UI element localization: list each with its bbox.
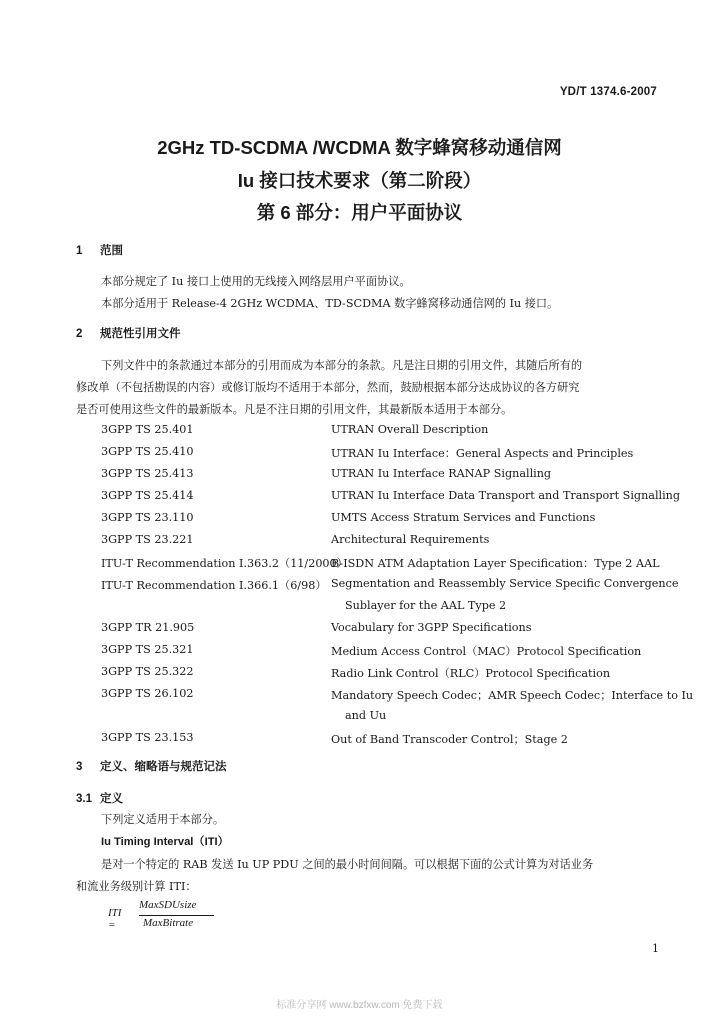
reference-title: Vocabulary for 3GPP Specifications: [331, 621, 532, 634]
section-number: 3.1: [76, 793, 92, 805]
document-title-line-1: 2GHz TD-SCDMA /WCDMA 数字蜂窝移动通信网: [157, 137, 562, 158]
reference-id: ITU-T Recommendation I.363.2（11/2000）: [101, 557, 348, 570]
section-number: 3: [76, 761, 83, 773]
paragraph: 下列文件中的条款通过本部分的引用而成为本部分的条款。凡是注日期的引用文件，其随后所有的: [101, 359, 583, 372]
reference-title: Architectural Requirements: [331, 533, 490, 546]
paragraph: 下列定义适用于本部分。: [101, 813, 225, 826]
reference-id: 3GPP TS 23.110: [101, 511, 194, 524]
reference-id: 3GPP TS 23.153: [101, 731, 194, 744]
paragraph: 是对一个特定的 RAB 发送 Iu UP PDU 之间的最小时间间隔。可以根据下面的公式计算为对话业务: [101, 858, 594, 871]
section-number: 2: [76, 328, 83, 340]
reference-title-continuation: Sublayer for the AAL Type 2: [345, 599, 507, 612]
fraction-bar: [139, 915, 214, 916]
formula-numerator: MaxSDUsize: [139, 899, 197, 911]
reference-title: UTRAN Overall Description: [331, 423, 489, 436]
reference-id: ITU-T Recommendation I.366.1（6/98）: [101, 579, 327, 592]
paragraph: 修改单（不包括勘误的内容）或修订版均不适用于本部分，然而，鼓励根据本部分达成协议的各方研究: [76, 381, 580, 394]
section-title: 范围: [100, 245, 123, 257]
document-title-line-3: 第 6 部分：用户平面协议: [256, 202, 463, 223]
formula-lhs: ITI =: [108, 907, 122, 931]
reference-title: B-ISDN ATM Adaptation Layer Specification：Type 2 AAL: [331, 557, 660, 570]
standard-number: YD/T 1374.6-2007: [559, 86, 657, 98]
definition-term: Iu Timing Interval（ITI）: [101, 836, 229, 848]
document-title-line-2: Iu 接口技术要求（第二阶段）: [237, 170, 482, 191]
reference-id: 3GPP TS 25.413: [101, 467, 194, 480]
paragraph: 是否可使用这些文件的最新版本。凡是不注日期的引用文件，其最新版本适用于本部分。: [76, 403, 513, 416]
section-title: 规范性引用文件: [100, 328, 181, 340]
paragraph: 本部分适用于 Release-4 2GHz WCDMA、TD-SCDMA 数字蜂窝移动通信网的 Iu 接口。: [101, 297, 559, 310]
section-number: 1: [76, 245, 83, 257]
section-1-heading: [76, 242, 123, 258]
reference-title-continuation: and Uu: [345, 709, 387, 722]
reference-id: 3GPP TS 25.321: [101, 643, 194, 656]
reference-title: Medium Access Control（MAC）Protocol Specification: [331, 645, 642, 658]
section-3-heading: [76, 758, 227, 774]
reference-id: 3GPP TS 23.221: [101, 533, 194, 546]
section-3-1-heading: [76, 790, 123, 806]
reference-id: 3GPP TS 25.401: [101, 423, 194, 436]
section-title: 定义、缩略语与规范记法: [100, 761, 227, 773]
section-2-heading: [76, 325, 181, 341]
reference-title: Radio Link Control（RLC）Protocol Specification: [331, 667, 611, 680]
paragraph: 和流业务级别计算 ITI：: [76, 880, 197, 893]
reference-id: 3GPP TS 25.414: [101, 489, 194, 502]
reference-id: 3GPP TR 21.905: [101, 621, 195, 634]
reference-title: Segmentation and Reassembly Service Specific Convergence: [331, 577, 679, 590]
formula-denominator: MaxBitrate: [143, 917, 194, 929]
reference-title: Mandatory Speech Codec；AMR Speech Codec；Interface to Iu: [331, 689, 694, 702]
page-number: 1: [652, 942, 659, 955]
reference-title: UMTS Access Stratum Services and Functions: [331, 511, 596, 524]
reference-title: UTRAN Iu Interface RANAP Signalling: [331, 467, 552, 480]
reference-title: UTRAN Iu Interface Data Transport and Transport Signalling: [331, 489, 681, 502]
footer-watermark: 标准分享网 www.bzfxw.com 免费下载: [276, 1000, 443, 1011]
reference-title: UTRAN Iu Interface：General Aspects and Principles: [331, 447, 634, 460]
section-title: 定义: [100, 793, 123, 805]
reference-title: Out of Band Transcoder Control；Stage 2: [331, 733, 568, 746]
reference-id: 3GPP TS 25.410: [101, 445, 194, 458]
reference-id: 3GPP TS 26.102: [101, 687, 194, 700]
reference-id: 3GPP TS 25.322: [101, 665, 194, 678]
paragraph: 本部分规定了 Iu 接口上使用的无线接入网络层用户平面协议。: [101, 275, 411, 288]
